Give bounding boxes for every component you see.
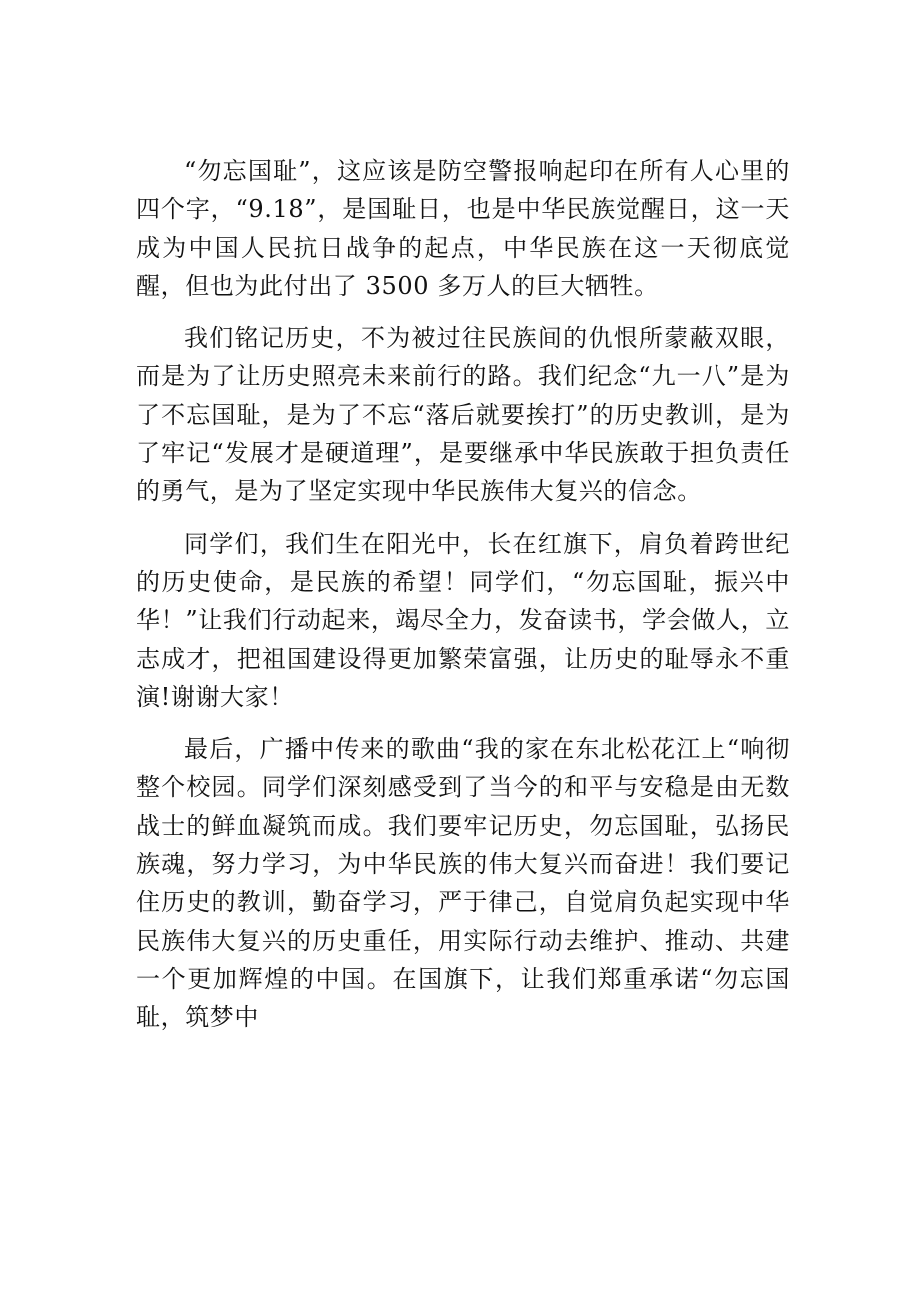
- paragraph-1: “勿忘国耻”，这应该是防空警报响起印在所有人心里的四个字，“9.18”，是国耻日，也是中华民族觉醒日，这一天成为中国人民抗日战争的起点，中华民族在这一天彻底觉醒，但也为此付出了 3500 多万人的巨大牺牲。: [136, 157, 790, 300]
- paragraph-2: 我们铭记历史，不为被过往民族间的仇恨所蒙蔽双眼，而是为了让历史照亮未来前行的路。我们纪念“九一八”是为了不忘国耻，是为了不忘“落后就要挨打”的历史教训，是为了牢记“发展才是硬道理”，是要继承中华民族敢于担负责任的勇气，是为了坚定实现中华民族伟大复兴的信念。: [136, 324, 790, 506]
- document-body: [136, 152, 790, 1051]
- paragraph-3: 同学们，我们生在阳光中，长在红旗下，肩负着跨世纪的历史使命，是民族的希望！同学们，“勿忘国耻，振兴中华！”让我们行动起来，竭尽全力，发奋读书，学会做人，立志成才，把祖国建设得更加繁荣富强，让历史的耻辱永不重演!谢谢大家！: [136, 529, 790, 711]
- paragraph-4: 最后，广播中传来的歌曲“我的家在东北松花江上“响彻整个校园。同学们深刻感受到了当今的和平与安稳是由无数战士的鲜血凝筑而成。我们要牢记历史，勿忘国耻，弘扬民族魂，努力学习，为中华民族的伟大复兴而奋进！我们要记住历史的教训，勤奋学习，严于律己，自觉肩负起实现中华民族伟大复兴的历史重任，用实际行动去维护、推动、共建一个更加辉煌的中国。在国旗下，让我们郑重承诺“勿忘国耻，筑梦中: [136, 735, 790, 1032]
